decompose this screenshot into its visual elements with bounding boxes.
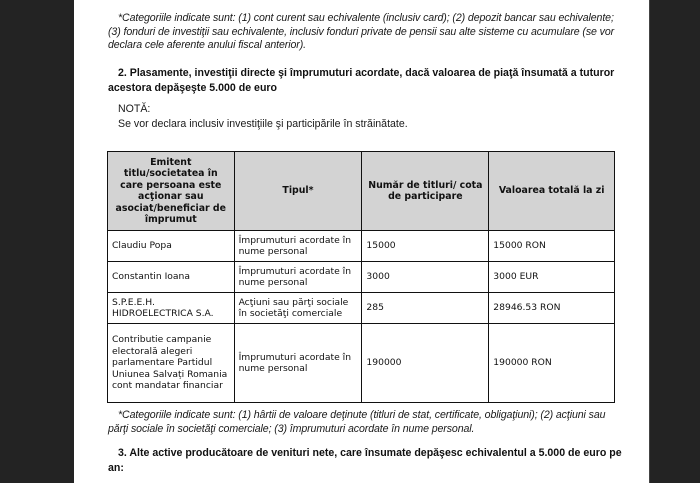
header-tipul: Tipul* (234, 152, 362, 231)
cell-tipul: Împrumuturi acordate în nume personal (234, 324, 362, 403)
viewer-left-margin (0, 0, 74, 483)
cell-emitent: Constantin Ioana (108, 262, 235, 293)
table-row (108, 293, 615, 324)
footnote-section-2: *Categoriile indicate sunt: (1) hârtii de valoare deţinute (titluri de stat, certificate, obligaţiuni); (2) acţiuni sau părţi sociale în societăţi comerciale; (3) împrumuturi acordate în nume personal. (108, 409, 606, 435)
section-3-heading: 3. Alte active producătoare de venituri nete, care însumate depăşesc echivalentul a 5.000 de euro pe an: (108, 447, 622, 474)
footnote-section-1: *Categoriile indicate sunt: (1) cont curent sau echivalente (inclusiv card); (2) depozit bancar sau echivalente; (3) fonduri de investiţii sau echivalente, inclusiv fonduri private de pensii sau alte sisteme cu acumulare (se vor declara cele aferente anului fiscal anterior). (108, 12, 615, 51)
investments-table (107, 151, 615, 403)
cell-emitent: Claudiu Popa (108, 231, 235, 262)
viewer-right-margin (649, 0, 700, 483)
cell-valoare: 15000 RON (489, 231, 615, 262)
cell-numar: 285 (362, 293, 489, 324)
note-label: NOTĂ: (118, 103, 151, 115)
header-numar: Număr de titluri/ cota de participare (362, 152, 489, 231)
table-header-row (108, 152, 615, 231)
table-row (108, 231, 615, 262)
cell-emitent: S.P.E.E.H. HIDROELECTRICA S.A. (108, 293, 235, 324)
section-2-heading: 2. Plasamente, investiţii directe şi împrumuturi acordate, dacă valoarea de piaţă însumată a tuturor acestora depăşeşte 5.000 de euro (108, 67, 615, 94)
cell-numar: 15000 (362, 231, 489, 262)
header-valoare: Valoarea totală la zi (489, 152, 615, 231)
header-emitent: Emitent titlu/societatea în care persoana este acţionar sau asociat/beneficiar de împrumut (108, 152, 235, 231)
cell-valoare: 190000 RON (489, 324, 615, 403)
document-page (74, 0, 649, 483)
table-row (108, 262, 615, 293)
cell-numar: 190000 (362, 324, 489, 403)
cell-valoare: 28946.53 RON (489, 293, 615, 324)
cell-tipul: Acţiuni sau părţi sociale în societăţi comerciale (234, 293, 362, 324)
cell-tipul: Împrumuturi acordate în nume personal (234, 262, 362, 293)
cell-tipul: Împrumuturi acordate în nume personal (234, 231, 362, 262)
cell-numar: 3000 (362, 262, 489, 293)
table-row (108, 324, 615, 403)
cell-emitent: Contributie campanie electorală alegeri parlamentare Partidul Uniunea Salvați Romania cont mandatar financiar (108, 324, 235, 403)
cell-valoare: 3000 EUR (489, 262, 615, 293)
note-text: Se vor declara inclusiv investiţiile şi participările în străinătate. (118, 118, 408, 130)
